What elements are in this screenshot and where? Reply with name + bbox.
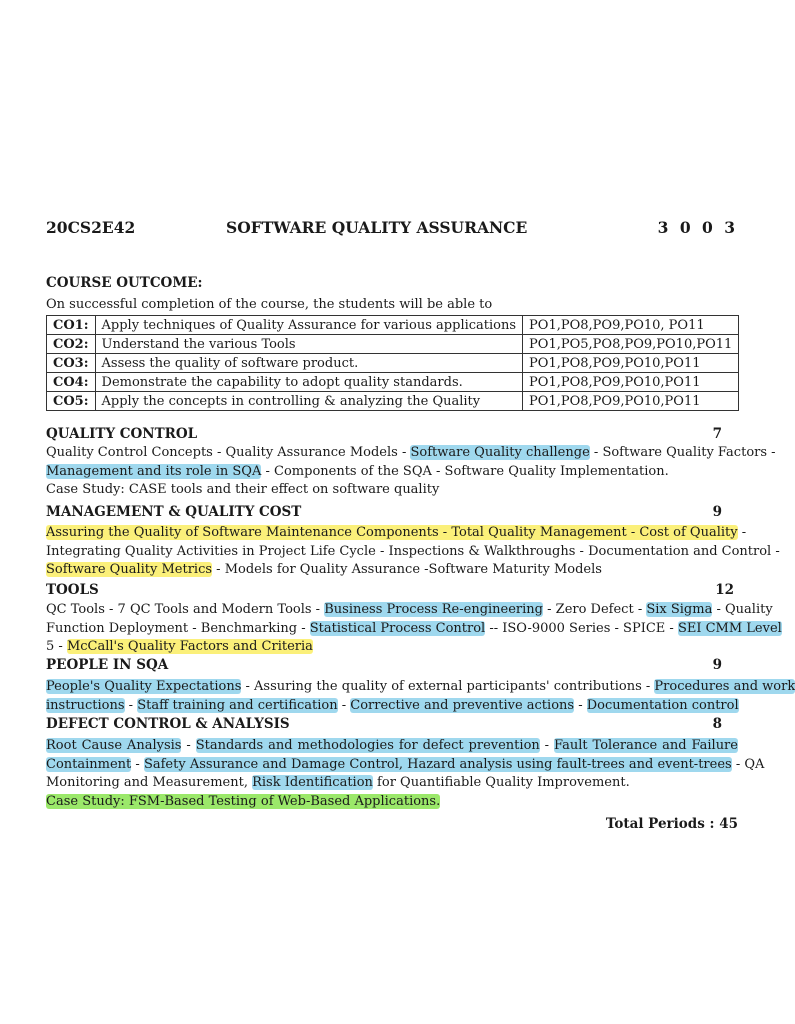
co-program-outcomes: PO1,PO8,PO9,PO10,PO11 [523,392,739,411]
table-row [47,392,739,411]
co-text: Apply the concepts in controlling & analyzing the Quality [95,392,523,411]
total-periods: Total Periods : 45 [605,816,738,832]
highlight: McCall's Quality Factors and Criteria [66,639,313,654]
highlight: Assuring the Quality of Software Maintenance Components - Total Quality Management - Cost of Quality [46,525,738,540]
unit-title: MANAGEMENT & QUALITY COST [46,504,302,520]
unit-title: QUALITY CONTROL [46,426,198,442]
highlight: Procedures and work [654,679,795,694]
text-line: Software Quality Metrics - Models for Quality Assurance -Software Maturity Models [46,562,602,577]
text-line: Assuring the Quality of Software Maintenance Components - Total Quality Management - Cost of Quality - [46,525,747,540]
unit-title: PEOPLE IN SQA [46,657,169,673]
case-study-line [46,793,738,812]
highlight: Software Quality Metrics [46,562,213,577]
highlight: Risk Identification [252,775,373,790]
course-outcome-table [46,315,739,411]
unit-title: TOOLS [46,582,99,598]
highlight: Staff training and certification [137,697,338,713]
co-id: CO3: [47,354,96,373]
unit-hours: 8 [712,716,722,732]
co-id: CO1: [47,316,96,335]
course-outcome-intro: On successful completion of the course, the students will be able to [46,297,493,312]
text-line: Function Deployment - Benchmarking - Statistical Process Control -- ISO-9000 Series - SPICE - SEI CMM Level [46,620,782,636]
text-line: 5 - McCall's Quality Factors and Criteria [46,639,313,654]
unit-content-quality-control [46,444,776,500]
highlight: Management and its role in SQA [46,463,262,479]
co-program-outcomes: PO1,PO8,PO9,PO10,PO11 [523,373,739,392]
highlight: SEI CMM Level [677,620,782,636]
text-line: Quality Control Concepts - Quality Assurance Models - Software Quality challenge - Software Quality Factors - [46,445,776,460]
course-outcome-heading: COURSE OUTCOME: [46,275,203,291]
highlight: Root Cause Analysis [46,738,182,753]
unit-heading-people-in-sqa [46,657,738,675]
highlight: Corrective and preventive actions [350,697,575,713]
unit-heading-defect-control-analysis [46,716,738,734]
unit-heading-management-quality-cost [46,504,738,522]
unit-content-management-quality-cost [46,524,780,580]
unit-heading-tools [46,582,738,600]
text-line: QC Tools - 7 QC Tools and Modern Tools - Business Process Re-engineering - Zero Defect - Six Sigma - Quality [46,602,773,617]
co-id: CO2: [47,335,96,354]
unit-title: DEFECT CONTROL & ANALYSIS [46,716,290,732]
highlight: People's Quality Expectations [46,679,242,694]
case-study-line: Case Study: CASE tools and their effect on software quality [46,482,440,497]
unit-hours: 9 [712,657,722,673]
highlight: Statistical Process Control [309,620,486,636]
co-id: CO4: [47,373,96,392]
text-line: Monitoring and Measurement, Risk Identification for Quantifiable Quality Improvement. [46,775,630,790]
course-code: 20CS2E42 [46,218,136,237]
text-line: instructions - Staff training and certification - Corrective and preventive actions - Documentation control [46,697,739,713]
course-header [46,218,738,240]
table-row [47,335,739,354]
co-text: Demonstrate the capability to adopt quality standards. [95,373,523,392]
unit-hours: 12 [715,582,734,598]
co-program-outcomes: PO1,PO8,PO9,PO10,PO11 [523,354,739,373]
highlight: Software Quality challenge [410,445,590,460]
co-text: Apply techniques of Quality Assurance for various applications [95,316,523,335]
course-title: SOFTWARE QUALITY ASSURANCE [226,218,528,237]
highlight: Six Sigma [646,602,713,617]
highlight: Case Study: FSM-Based Testing of Web-Based Applications. [46,793,441,809]
text-line: Integrating Quality Activities in Project Life Cycle - Inspections & Walkthroughs - Documentation and Control - [46,543,780,559]
text-line: Root Cause Analysis - Standards and methodologies for defect prevention - Fault Tolerance and Failure [46,738,738,753]
highlight: instructions [46,697,125,713]
highlight: Business Process Re-engineering [324,602,543,617]
unit-content-people-in-sqa [46,678,795,715]
co-id: CO5: [47,392,96,411]
table-row [47,354,739,373]
unit-hours: 7 [712,426,722,442]
highlight: Containment [46,756,132,772]
highlight: Standards and methodologies for defect prevention [195,738,540,753]
text-line: Containment - Safety Assurance and Damage Control, Hazard analysis using fault-trees and event-trees - QA [46,756,765,772]
text-line: People's Quality Expectations - Assuring the quality of external participants' contributions - Procedures and work [46,679,795,694]
table-row [47,373,739,392]
co-program-outcomes: PO1,PO5,PO8,PO9,PO10,PO11 [523,335,739,354]
unit-heading-quality-control [46,426,738,444]
highlight: Fault Tolerance and Failure [554,738,738,753]
course-credits: 3 0 0 3 [657,218,738,237]
table-row [47,316,739,335]
co-text: Assess the quality of software product. [95,354,523,373]
unit-hours: 9 [712,504,722,520]
highlight: Safety Assurance and Damage Control, Hazard analysis using fault-trees and event-trees [143,756,732,772]
co-text: Understand the various Tools [95,335,523,354]
co-program-outcomes: PO1,PO8,PO9,PO10, PO11 [523,316,739,335]
text-line: Management and its role in SQA - Components of the SQA - Software Quality Implementation. [46,463,669,479]
unit-content-tools [46,601,782,657]
highlight: Documentation control [586,697,739,713]
unit-content-defect-control-analysis [46,737,765,811]
